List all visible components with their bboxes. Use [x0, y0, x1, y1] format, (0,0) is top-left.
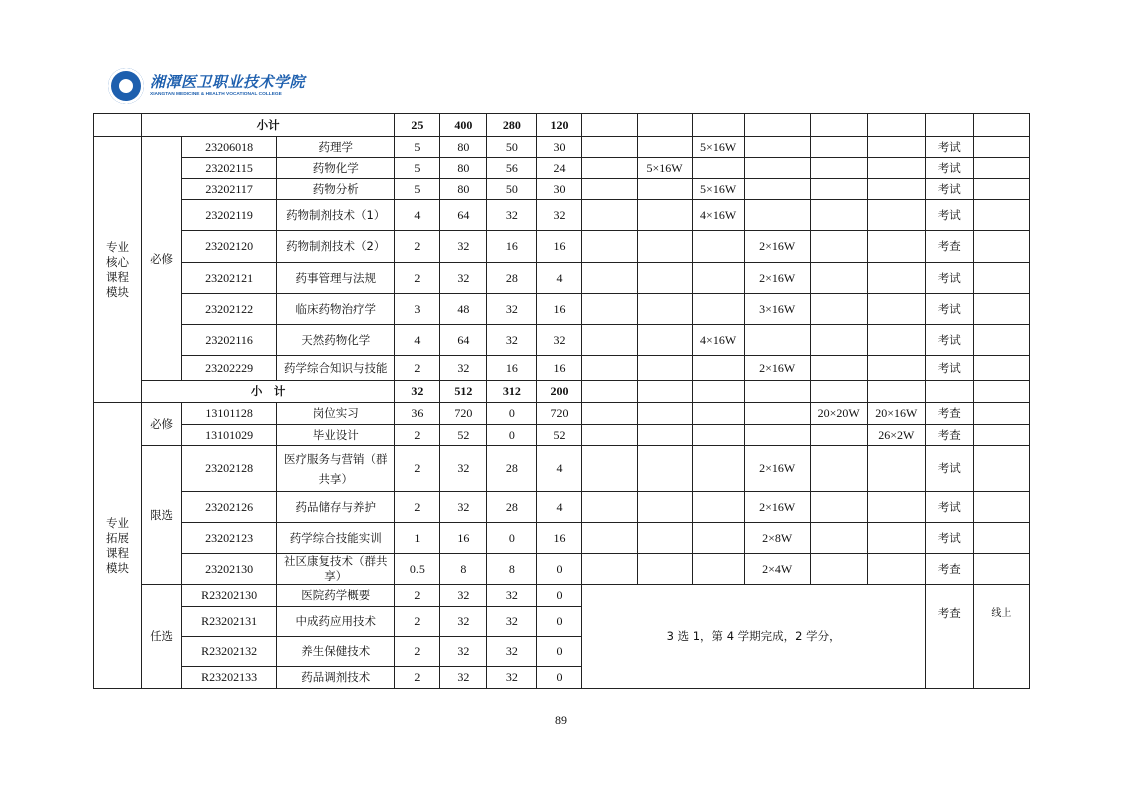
course-name: 药品调剂技术	[277, 667, 395, 689]
course-code: 23202120	[182, 231, 277, 263]
table-row: 23202121 药事管理与法规 2 32 28 4 2×16W 考试	[94, 263, 1030, 294]
elective-note: 3 选 1，第 4 学期完成，2 学分，	[582, 585, 925, 689]
subtotal-credits: 25	[395, 114, 440, 137]
assessment: 考试	[925, 356, 973, 381]
course-name: 药物化学	[277, 158, 395, 179]
course-code: R23202132	[182, 637, 277, 667]
course-code: R23202130	[182, 585, 277, 607]
course-code: 23202115	[182, 158, 277, 179]
course-code: 23202121	[182, 263, 277, 294]
page-number: 89	[555, 713, 567, 727]
subtotal-label: 小 计	[142, 381, 395, 403]
course-code: 23202128	[182, 446, 277, 492]
course-name: 药学综合技能实训	[277, 523, 395, 554]
assessment: 考查	[925, 585, 973, 689]
table-row: 23202119 药物制剂技术（1） 4 64 32 32 4×16W 考试	[94, 200, 1030, 231]
course-type-limited: 限选	[142, 446, 182, 585]
course-name: 临床药物治疗学	[277, 294, 395, 325]
course-plan-table	[93, 113, 1030, 689]
table-row: 23202115 药物化学 5 80 56 24 5×16W 考试	[94, 158, 1030, 179]
assessment: 考试	[925, 294, 973, 325]
assessment: 考查	[925, 231, 973, 263]
college-name-en: XIANGTAN MEDICINE & HEALTH VOCATIONAL COLLEGE	[150, 92, 282, 97]
table-row: 23202122 临床药物治疗学 3 48 32 16 3×16W 考试	[94, 294, 1030, 325]
table-row: 23202126 药品储存与养护 2 32 28 4 2×16W 考试	[94, 492, 1030, 523]
course-code: 23202119	[182, 200, 277, 231]
core-subtotal-row: 小 计 32 512 312 200	[94, 381, 1030, 403]
assessment: 考试	[925, 523, 973, 554]
course-code: 23206018	[182, 137, 277, 158]
table-row: 专业 核心 课程 模块 必修 23206018 药理学 5 80 50 30 5×16W 考试	[94, 137, 1030, 158]
assessment: 考试	[925, 179, 973, 200]
course-name: 医疗服务与营销（群共享）	[277, 446, 395, 492]
course-name: 毕业设计	[277, 425, 395, 446]
course-name: 药物制剂技术（1）	[277, 200, 395, 231]
table-row: 任选 R23202130 医院药学概要 2 32 32 0 3 选 1，第 4 学期完成，2 学分， 考查 线上	[94, 585, 1030, 607]
course-code: 23202122	[182, 294, 277, 325]
assessment: 考查	[925, 425, 973, 446]
college-name	[150, 74, 305, 98]
page-header	[108, 66, 305, 106]
assessment: 考查	[925, 403, 973, 425]
course-name: 药事管理与法规	[277, 263, 395, 294]
college-name-cn: 湘潭医卫职业技术学院	[150, 73, 306, 91]
course-name: 药品储存与养护	[277, 492, 395, 523]
course-code: 23202130	[182, 554, 277, 585]
course-name: 药物分析	[277, 179, 395, 200]
subtotal-hours: 400	[440, 114, 487, 137]
course-code: 23202126	[182, 492, 277, 523]
remark-online: 线上	[973, 585, 1029, 689]
table-row: 限选 23202128 医疗服务与营销（群共享） 2 32 28 4 2×16W 考试	[94, 446, 1030, 492]
course-code: 23202123	[182, 523, 277, 554]
course-name: 养生保健技术	[277, 637, 395, 667]
assessment: 考试	[925, 158, 973, 179]
table-row: 23202130 社区康复技术（群共享） 0.5 8 8 0 2×4W 考查	[94, 554, 1030, 585]
course-code: 23202229	[182, 356, 277, 381]
table-row: 23202117 药物分析 5 80 50 30 5×16W 考试	[94, 179, 1030, 200]
table-row: 23202123 药学综合技能实训 1 16 0 16 2×8W 考试	[94, 523, 1030, 554]
course-code: 23202116	[182, 325, 277, 356]
course-code: R23202133	[182, 667, 277, 689]
assessment: 考试	[925, 325, 973, 356]
table-row: 23202116 天然药物化学 4 64 32 32 4×16W 考试	[94, 325, 1030, 356]
assessment: 考查	[925, 554, 973, 585]
module-label-extension: 专业 拓展 课程 模块	[94, 403, 142, 689]
course-code: R23202131	[182, 607, 277, 637]
subtotal-practice: 120	[537, 114, 582, 137]
course-name: 天然药物化学	[277, 325, 395, 356]
course-type-elective: 任选	[142, 585, 182, 689]
course-type-required: 必修	[142, 137, 182, 381]
top-subtotal-row	[94, 114, 1030, 137]
course-code: 13101128	[182, 403, 277, 425]
table-row: R23202131 中成药应用技术 2 32 32 0	[94, 607, 1030, 637]
subtotal-theory: 280	[487, 114, 537, 137]
course-name: 药学综合知识与技能	[277, 356, 395, 381]
table-row: 13101029 毕业设计 2 52 0 52 26×2W 考查	[94, 425, 1030, 446]
subtotal-label: 小计	[142, 114, 395, 137]
table-row: 23202120 药物制剂技术（2） 2 32 16 16 2×16W 考查	[94, 231, 1030, 263]
table-row: 23202229 药学综合知识与技能 2 32 16 16 2×16W 考试	[94, 356, 1030, 381]
course-name: 药物制剂技术（2）	[277, 231, 395, 263]
course-code: 23202117	[182, 179, 277, 200]
course-name: 社区康复技术（群共享）	[277, 554, 395, 585]
assessment: 考试	[925, 446, 973, 492]
module-label-core: 专业 核心 课程 模块	[94, 137, 142, 403]
assessment: 考试	[925, 200, 973, 231]
course-name: 医院药学概要	[277, 585, 395, 607]
assessment: 考试	[925, 263, 973, 294]
course-name: 岗位实习	[277, 403, 395, 425]
course-name: 药理学	[277, 137, 395, 158]
assessment: 考试	[925, 137, 973, 158]
table-row: 专业 拓展 课程 模块 必修 13101128 岗位实习 36 720 0 720 20×20W 20×16W 考查	[94, 403, 1030, 425]
course-type-required: 必修	[142, 403, 182, 446]
table-row: R23202132 养生保健技术 2 32 32 0	[94, 637, 1030, 667]
course-code: 13101029	[182, 425, 277, 446]
assessment: 考试	[925, 492, 973, 523]
course-name: 中成药应用技术	[277, 607, 395, 637]
college-logo-icon	[108, 68, 144, 104]
table-row: R23202133 药品调剂技术 2 32 32 0	[94, 667, 1030, 689]
